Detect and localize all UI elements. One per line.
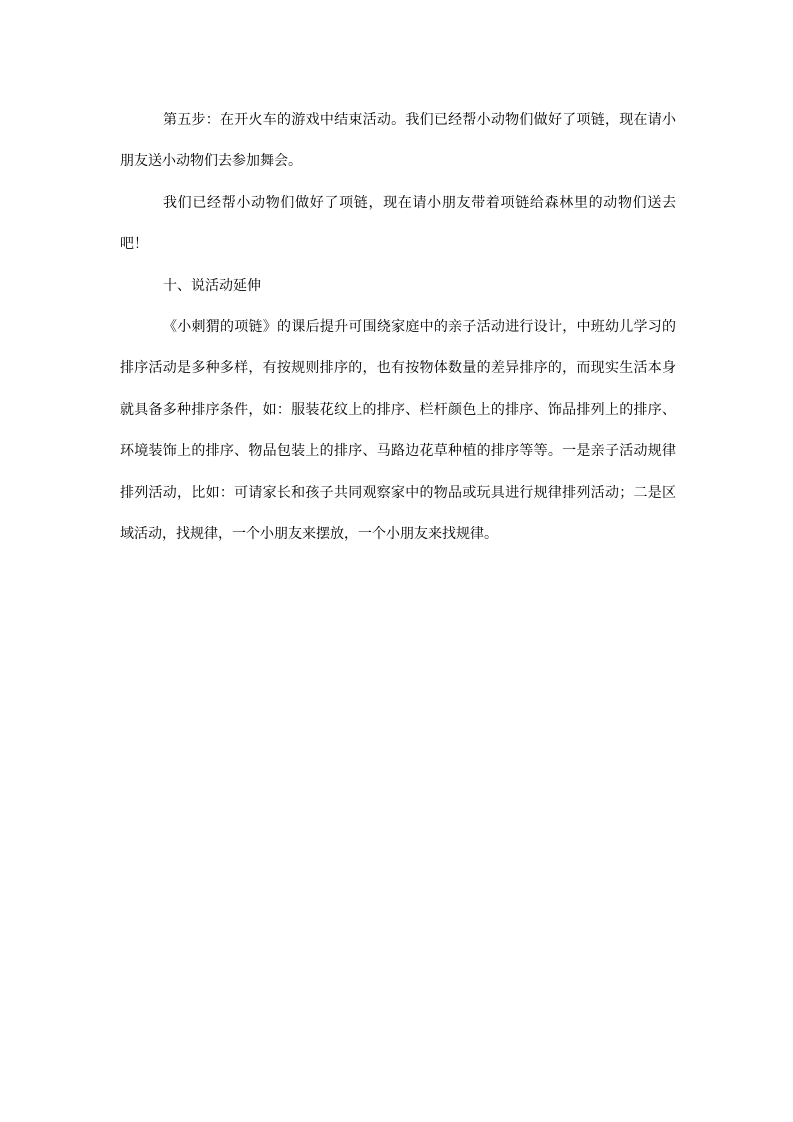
paragraph-extension-details: 《小刺猬的项链》的课后提升可围绕家庭中的亲子活动进行设计，中班幼儿学习的排序活动是多种多样，有按规则排序的，也有按物体数量的差异排序的，而现实生活本身就具备多种排序条件，如：服装花纹上的排序、栏杆颜色上的排序、饰品排列上的排序、环境装饰上的排序、物品包装上的排序、马路边花草种植的排序等等。一是亲子活动规律排列活动，比如：可请家长和孩子共同观察家中的物品或玩具进行规律排列活动；二是区域活动，找规律，一个小朋友来摆放，一个小朋友来找规律。 xyxy=(120,319,676,543)
paragraph-step-five: 第五步：在开火车的游戏中结束活动。我们已经帮小动物们做好了项链，现在请小朋友送小动物们去参加舞会。 xyxy=(120,112,676,170)
section-heading-extension: 十、说活动延伸 xyxy=(163,277,261,294)
paragraph-send-necklace: 我们已经帮小动物们做好了项链，现在请小朋友带着项链给森林里的动物们送去吧！ xyxy=(120,194,676,253)
document-body xyxy=(120,100,676,555)
